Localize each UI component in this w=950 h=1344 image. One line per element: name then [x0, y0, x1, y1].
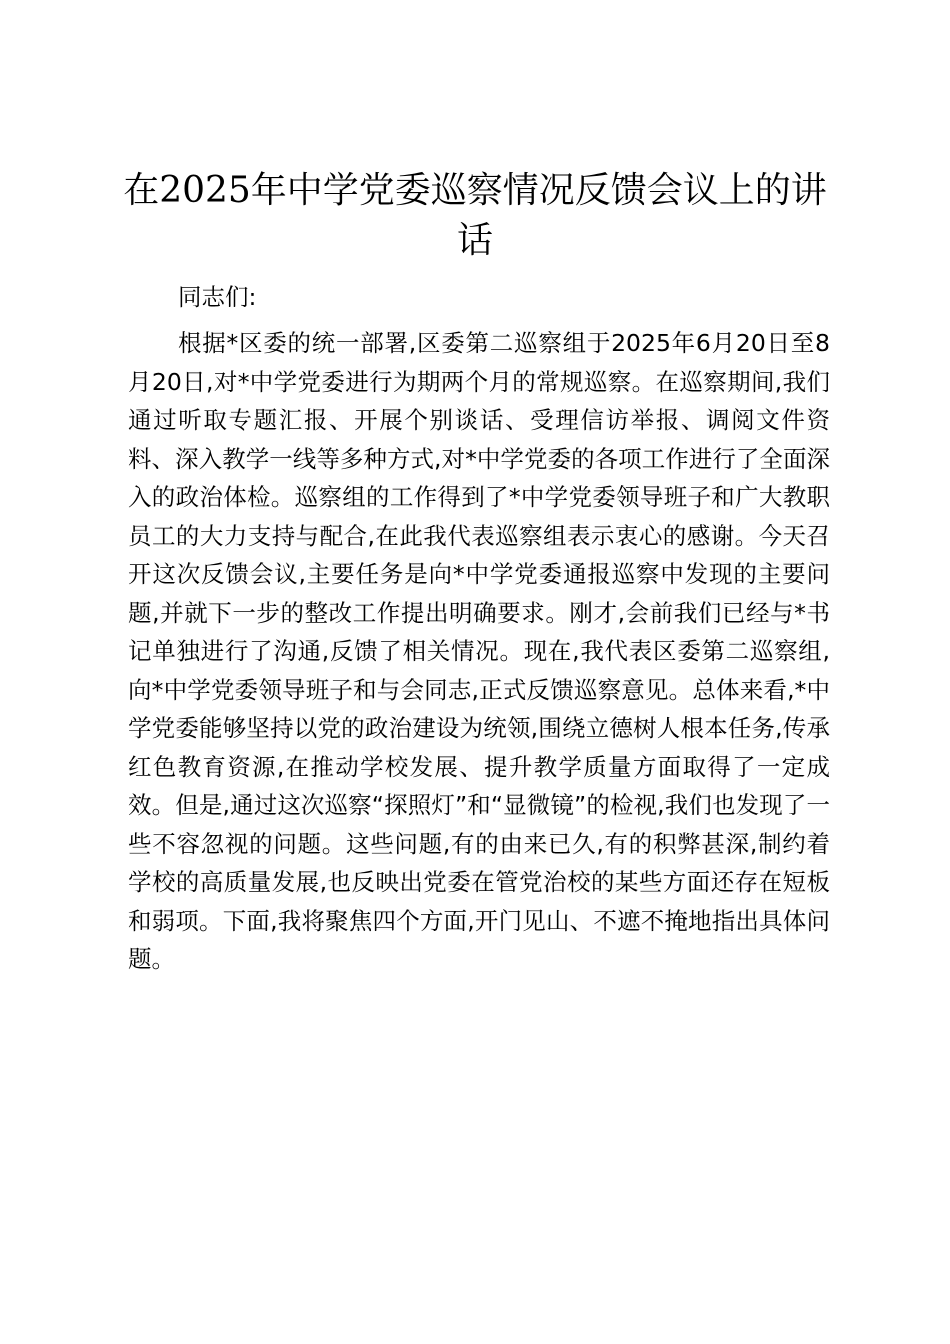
salutation: 同志们:	[178, 283, 257, 311]
document-title: 在2025年中学党委巡察情况反馈会议上的讲话	[123, 170, 827, 261]
body-paragraph: 根据*区委的统一部署,区委第二巡察组于2025年6月20日至8月20日,对*中学党委进行为期两个月的常规巡察。在巡察期间,我们通过听取专题汇报、开展个别谈话、受理信访举报、调阅文件资料、深入教学一线等多种方式,对*中学党委的各项工作进行了全面深入的政治体检。巡察组的工作得到了*中学党委领导班子和广大教职员工的大力支持与配合,在此我代表巡察组表示衷心的感谢。今天召开这次反馈会议,主要任务是向*中学党委通报巡察中发现的主要问题,并就下一步的整改工作提出明确要求。刚才,会前我们已经与*书记单独进行了沟通,反馈了相关情况。现在,我代表区委第二巡察组,向*中学党委领导班子和与会同志,正式反馈巡察意见。总体来看,*中学党委能够坚持以党的政治建设为统领,围绕立德树人根本任务,传承红色教育资源,在推动学校发展、提升教学质量方面取得了一定成效。但是,通过这次巡察“探照灯”和“显微镜”的检视,我们也发现了一些不容忽视的问题。这些问题,有的由来已久,有的积弊甚深,制约着学校的高质量发展,也反映出党委在管党治校的某些方面还存在短板和弱项。下面,我将聚焦四个方面,开门见山、不遮不掩地指出具体问题。	[128, 329, 830, 973]
